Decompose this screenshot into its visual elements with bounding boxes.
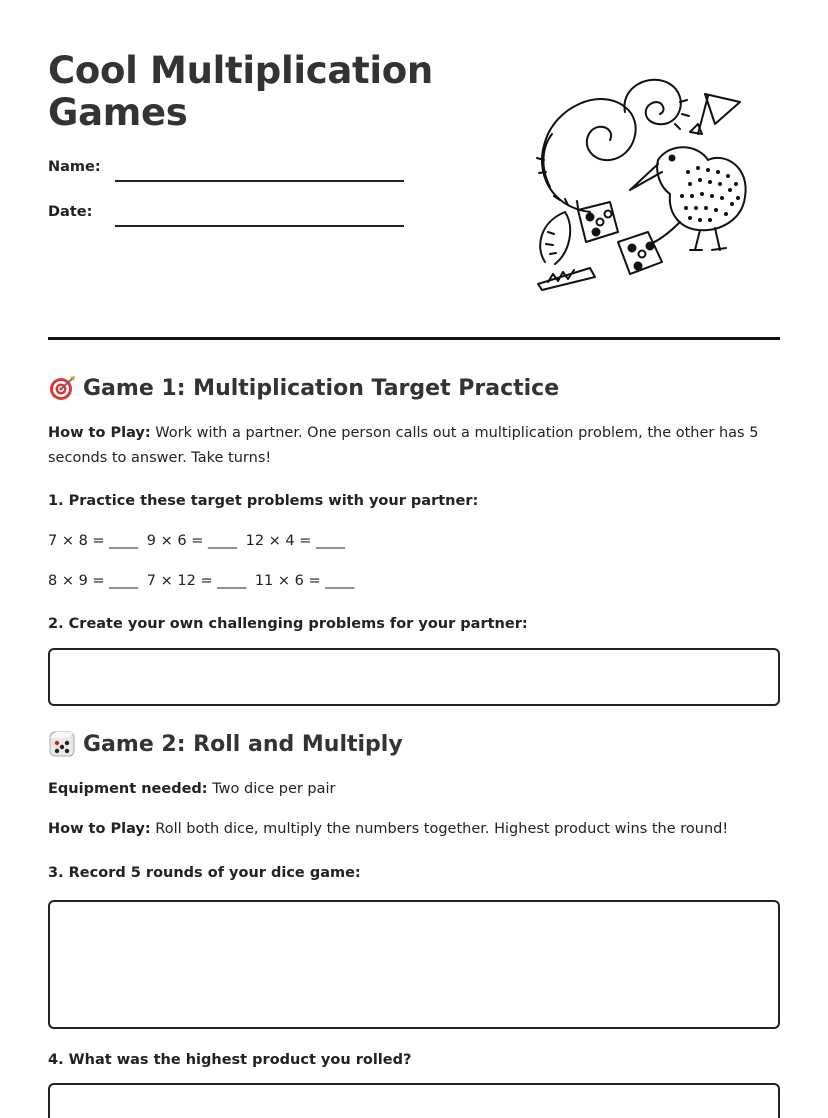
answer-box-2[interactable]: [48, 648, 780, 706]
name-field-line[interactable]: [115, 180, 404, 182]
game1-heading: [48, 374, 559, 402]
problem: 7 × 8 = ____: [48, 533, 139, 549]
question-1: 1. Practice these target problems with your partner:: [48, 493, 479, 509]
how-to-play-label: How to Play:: [48, 425, 151, 441]
page-title: Cool Multiplication Games: [48, 49, 433, 134]
how-to-play-label: How to Play:: [48, 821, 151, 837]
name-label: Name:: [48, 159, 101, 175]
game2-heading: [48, 730, 403, 758]
question-4: 4. What was the highest product you rolled?: [48, 1052, 412, 1068]
dice-icon: [48, 730, 76, 758]
section-divider: [48, 337, 780, 340]
problem: 9 × 6 = ____: [146, 533, 237, 549]
worksheet-page: [48, 0, 780, 1118]
target-dart-icon: [48, 374, 76, 402]
answer-box-3[interactable]: [48, 900, 780, 1029]
date-label: Date:: [48, 204, 93, 220]
games-doodle-illustration: [530, 72, 752, 292]
problem: 11 × 6 = ____: [254, 573, 355, 589]
game1-how-to-play: [48, 421, 780, 471]
game2-heading-text: Game 2: Roll and Multiply: [83, 731, 403, 757]
date-field-line[interactable]: [115, 225, 404, 227]
how-to-play-text: Work with a partner. One person calls out a multiplication problem, the other has 5 seconds to answer. Take turns!: [48, 425, 759, 466]
game2-how-to-play: [48, 817, 780, 842]
question-3: 3. Record 5 rounds of your dice game:: [48, 865, 361, 881]
problem: 7 × 12 = ____: [146, 573, 247, 589]
problems-row-1: [48, 533, 349, 549]
how-to-play-text: Roll both dice, multiply the numbers together. Highest product wins the round!: [150, 821, 729, 837]
question-2: 2. Create your own challenging problems for your partner:: [48, 616, 528, 632]
problem: 12 × 4 = ____: [245, 533, 346, 549]
problems-row-2: [48, 573, 358, 589]
equipment-text: Two dice per pair: [207, 781, 336, 797]
answer-box-4[interactable]: [48, 1083, 780, 1118]
game1-heading-text: Game 1: Multiplication Target Practice: [83, 375, 560, 401]
problem: 8 × 9 = ____: [48, 573, 139, 589]
game2-equipment: [48, 777, 780, 802]
equipment-label: Equipment needed:: [48, 781, 208, 797]
